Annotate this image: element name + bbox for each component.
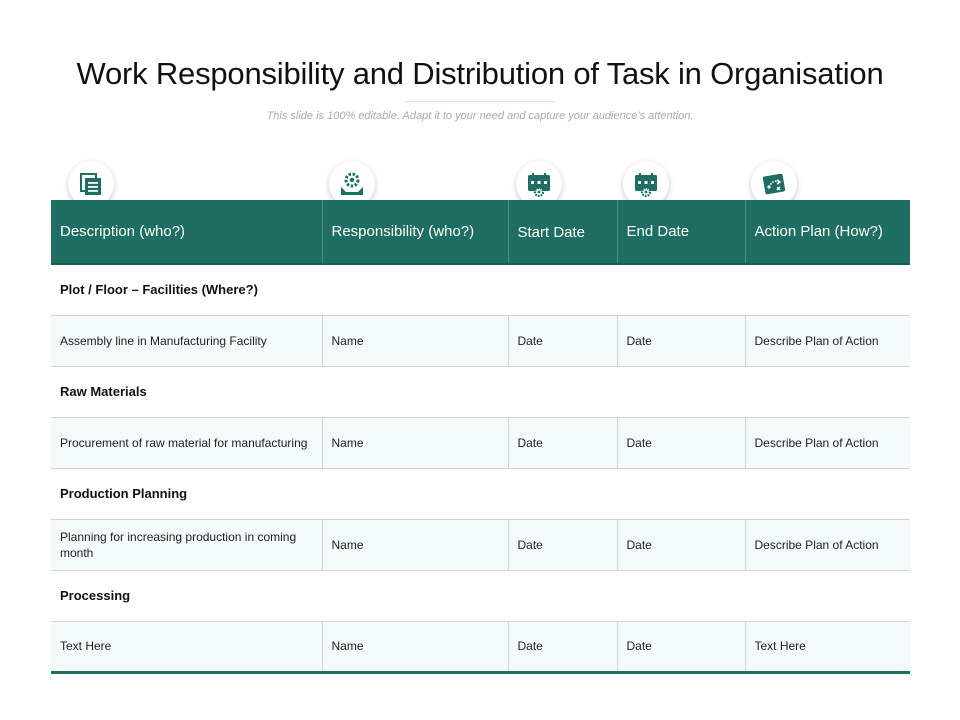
section-row — [51, 468, 910, 519]
cell-action-plan: Describe Plan of Action — [745, 315, 910, 366]
title-divider — [405, 101, 555, 102]
table-row — [51, 417, 910, 468]
section-label: Processing — [51, 570, 910, 621]
section-row — [51, 264, 910, 315]
cell-responsibility: Name — [322, 519, 508, 570]
table-row — [51, 315, 910, 366]
cell-responsibility: Name — [322, 417, 508, 468]
cell-description: Procurement of raw material for manufacturing — [51, 417, 322, 468]
cell-start-date: Date — [508, 621, 617, 672]
column-header-start-date: Start Date — [508, 200, 617, 264]
cell-description: Assembly line in Manufacturing Facility — [51, 315, 322, 366]
table-row — [51, 621, 910, 672]
cell-start-date: Date — [508, 519, 617, 570]
column-header-action-plan: Action Plan (How?) — [745, 200, 910, 264]
cell-description: Planning for increasing production in coming month — [51, 519, 322, 570]
cell-end-date: Date — [617, 519, 745, 570]
cell-responsibility: Name — [322, 621, 508, 672]
table-row — [51, 519, 910, 570]
cell-action-plan: Describe Plan of Action — [745, 417, 910, 468]
section-label: Production Planning — [51, 468, 910, 519]
section-row — [51, 366, 910, 417]
cell-action-plan: Describe Plan of Action — [745, 519, 910, 570]
column-header-responsibility: Responsibility (who?) — [322, 200, 508, 264]
table-header-row — [51, 200, 910, 264]
cell-start-date: Date — [508, 417, 617, 468]
cell-end-date: Date — [617, 621, 745, 672]
cell-action-plan: Text Here — [745, 621, 910, 672]
column-header-end-date: End Date — [617, 200, 745, 264]
page-subtitle: This slide is 100% editable. Adapt it to your need and capture your audience’s attention. — [266, 110, 694, 122]
cell-end-date: Date — [617, 417, 745, 468]
cell-end-date: Date — [617, 315, 745, 366]
section-label: Plot / Floor – Facilities (Where?) — [51, 264, 910, 315]
cell-start-date: Date — [508, 315, 617, 366]
section-row — [51, 570, 910, 621]
cell-responsibility: Name — [322, 315, 508, 366]
page-title: Work Responsibility and Distribution of Task in Organisation — [76, 56, 884, 91]
column-header-description: Description (who?) — [51, 200, 322, 264]
section-label: Raw Materials — [51, 366, 910, 417]
responsibility-table — [51, 200, 910, 674]
cell-description: Text Here — [51, 621, 322, 672]
